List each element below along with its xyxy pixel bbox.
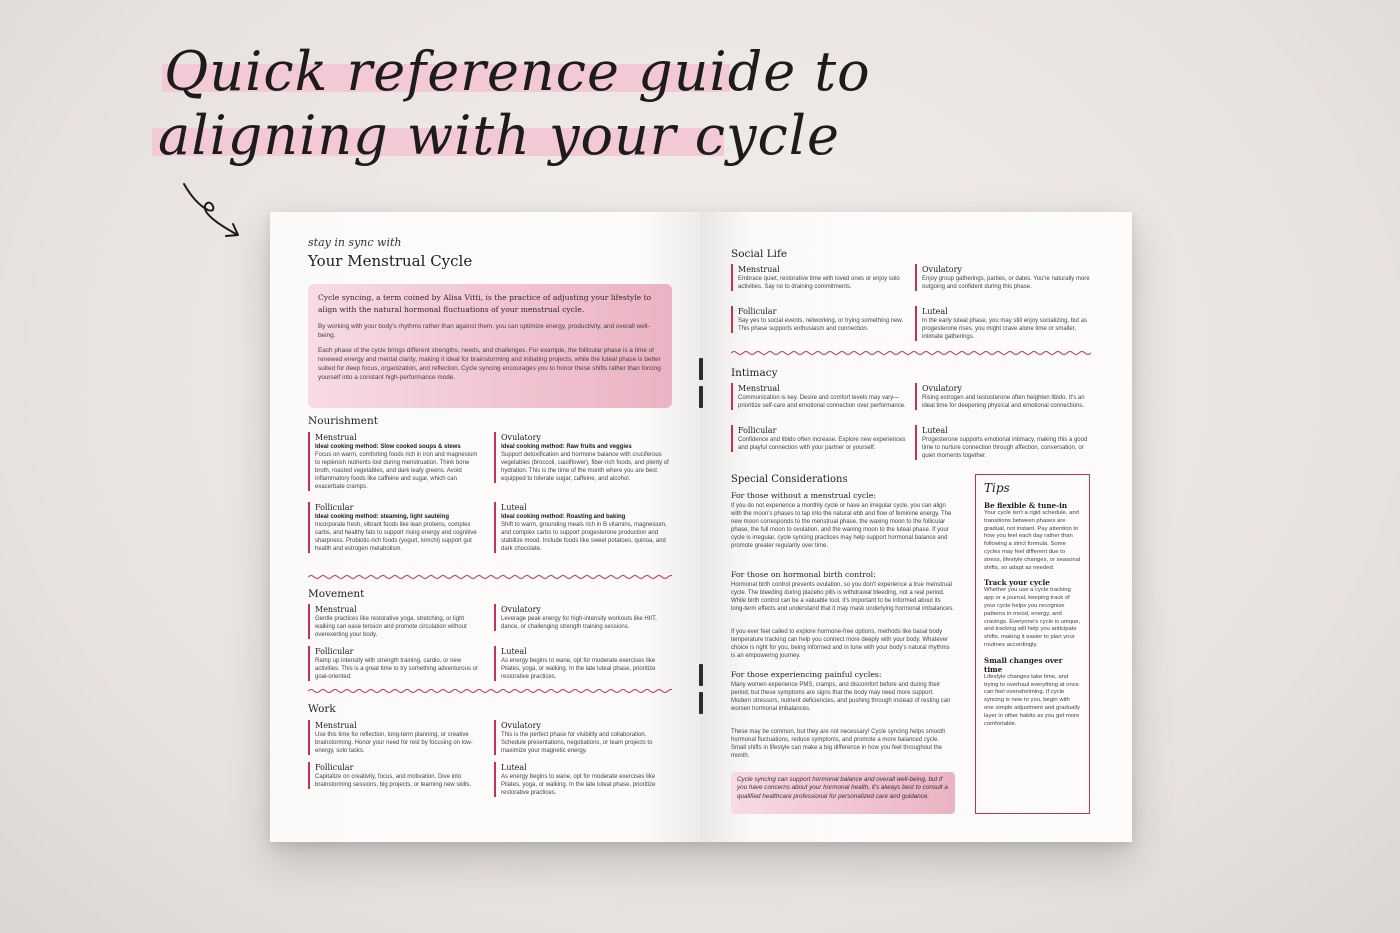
page-title: Your Menstrual Cycle: [308, 252, 473, 270]
special-sub-3: For those experiencing painful cycles:: [731, 670, 882, 679]
wavy-divider: [308, 574, 672, 580]
script-label: stay in sync with: [308, 236, 402, 249]
movement-luteal: [494, 646, 670, 681]
phase-label: Menstrual: [738, 384, 780, 393]
phase-label: Follicular: [315, 763, 354, 772]
social-follicular: [731, 306, 907, 333]
phase-text: In the early luteal phase, you may still enjoy socializing, but as progesterone rises, you might crave alone time or smaller, intimate gatherings.: [922, 318, 1088, 340]
phase-label: Follicular: [315, 647, 354, 656]
booklet: [270, 212, 1132, 842]
left-page: [270, 212, 701, 842]
intimacy-follicular: [731, 425, 907, 452]
staple-top: [699, 358, 703, 380]
staple-bottom: [699, 664, 703, 686]
intimacy-heading: Intimacy: [731, 367, 778, 379]
intro-paragraph-1: By working with your body's rhythms rather than against them, you can optimize energy, productivity, and overall well-being.: [318, 323, 650, 339]
work-menstrual: [308, 720, 484, 755]
phase-text: Communication is key. Desire and comfort levels may vary—prioritize self-care and emotional connection over performance.: [738, 395, 906, 409]
special-sub-2: For those on hormonal birth control:: [731, 570, 876, 579]
staple-top-2: [699, 386, 703, 408]
phase-text: Support detoxification and hormone balance with cruciferous vegetables (broccoli, cauliflower), fiber-rich foods, and plenty of hydration. This is the time of the month where you are best equipped to tolerate sugar, caffeine, and alcohol.: [501, 452, 669, 482]
tips-title: Tips: [984, 481, 1010, 495]
tip-text-2: Whether you use a cycle tracking app or a journal, keeping track of your cycle helps you recognize patterns in mood, energy, and cravings. Everyone's cycle is unique, and tracking will help you anticipate shifts, making it easier to plan your routines accordingly.: [984, 587, 1081, 648]
work-follicular: [308, 762, 484, 789]
tip-heading-1: Be flexible & tune-in: [984, 501, 1068, 510]
work-luteal: [494, 762, 670, 797]
phase-label: Menstrual: [738, 265, 780, 274]
movement-menstrual: [308, 604, 484, 639]
phase-text: Ramp up intensity with strength training, cardio, or new activities. This is a great time to try something adventurous or goal-oriented.: [315, 658, 478, 680]
intimacy-ovulatory: [915, 383, 1091, 410]
phase-label: Ovulatory: [922, 384, 962, 393]
special-paragraph-5: These may be common, but they are not necessary! Cycle syncing helps smooth hormonal fluctuations, reduce symptoms, and promote a more balanced cycle. Small shifts in lifestyle can make a big difference in how you feel throughout the month.: [731, 729, 946, 759]
social-luteal: [915, 306, 1091, 341]
phase-text: Say yes to social events, networking, or trying something new. This phase supports enthusiasm and connection.: [738, 318, 904, 332]
phase-label: Luteal: [922, 307, 948, 316]
cooking-method: Ideal cooking method: Slow cooked soups & stews: [315, 444, 461, 450]
headline-line-2: aligning with your cycle: [158, 104, 840, 167]
intro-lead: Cycle syncing, a term coined by Alisa Vitti, is the practice of adjusting your lifestyle to align with the natural hormonal fluctuations of your menstrual cycle.: [318, 293, 652, 314]
nourishment-luteal: [494, 502, 670, 553]
right-page: [701, 212, 1132, 842]
cooking-method: Ideal cooking method: Raw fruits and veggies: [501, 444, 632, 450]
phase-label: Ovulatory: [501, 605, 541, 614]
tip-heading-2: Track your cycle: [984, 578, 1050, 588]
cooking-method: Ideal cooking method: Roasting and baking: [501, 514, 626, 520]
phase-text: Progesterone supports emotional intimacy, making this a good time to nurture connection through affection, conversation, or quiet moments together.: [922, 437, 1088, 459]
phase-label: Follicular: [738, 426, 777, 435]
phase-text: Use this time for reflection, long-term planning, or creative brainstorming. Honor your need for rest by focusing on low-energy, solo tasks.: [315, 732, 473, 754]
special-paragraph-1: If you do not experience a monthly cycle or have an irregular cycle, you can align with the moon's phases to tap into the natural ebb and flow of feminine energy. The new moon corresponds to the menstrual phase, the waxing moon to the follicular phase, the full moon to ovulation, and the waning moon to the luteal phase. If your cycle is irregular, cycle syncing practices may help support hormonal balance and promote greater regularity over time.: [731, 503, 952, 549]
special-heading: Special Considerations: [731, 474, 848, 485]
phase-label: Menstrual: [315, 721, 357, 730]
special-sub-1: For those without a menstrual cycle:: [731, 491, 877, 500]
phase-text: Rising estrogen and testosterone often heighten libido. It's an ideal time for deepening physical and emotional connections.: [922, 395, 1085, 409]
intimacy-luteal: [915, 425, 1091, 460]
work-heading: Work: [308, 703, 336, 715]
special-paragraph-4: Many women experience PMS, cramps, and discomfort before and during their period, but these symptoms are signs that the body may need more support. Modern stressors, nutrient deficiencies, and pushing through instead of resting can worsen hormonal imbalances.: [731, 682, 951, 712]
phase-label: Menstrual: [315, 605, 357, 614]
phase-text: Focus on warm, comforting foods rich in iron and magnesium to replenish nutrients lost during menstruation. Think bone broth, roasted vegetables, and dark leafy greens. Avoid inflammatory foods like caffeine and sugar, which can exacerbate cramps.: [315, 452, 478, 490]
nourishment-menstrual: [308, 432, 484, 491]
special-paragraph-2: Hormonal birth control prevents ovulation, so you don't experience a true menstrual cycle. The bleeding during placebo pills is withdrawal bleeding, not a real period. While birth control can be a valuable tool, it's important to be informed about its long-term effects and understand that it may mask underlying hormonal imbalances.: [731, 582, 955, 612]
phase-label: Ovulatory: [501, 433, 541, 442]
wavy-divider: [731, 350, 1091, 356]
phase-label: Ovulatory: [922, 265, 962, 274]
phase-text: As energy begins to wane, opt for moderate exercises like Pilates, yoga, or walking. In the late luteal phase, prioritize restorative practices.: [501, 774, 656, 796]
intro-paragraph-2: Each phase of the cycle brings different strengths, needs, and challenges. For example, the follicular phase is a time of renewed energy and mental clarity, making it ideal for brainstorming and initiating projects, while the luteal phase is better suited for deep focus, organization, and reflection. Cycle syncing encourages you to honor these shifts rather than forcing yourself into a constant high-performance mode.: [318, 347, 661, 381]
tip-text-1: Your cycle isn't a rigid schedule, and transitions between phases are gradual, not instant. Pay attention to how you feel each day rather than following a strict formula. Some cycles may feel different due to stress, lifestyle changes, or seasonal shifts, so adapt as needed.: [984, 510, 1081, 571]
phase-text: Embrace quiet, restorative time with loved ones or enjoy solo activities. Say no to draining commitments.: [738, 276, 900, 290]
tip-heading-3: Small changes over time: [984, 655, 1063, 674]
phase-text: Enjoy group gatherings, parties, or dates. You're naturally more outgoing and confident during this phase.: [922, 276, 1090, 290]
phase-text: This is the perfect phase for visibility and collaboration. Schedule presentations, negotiations, or team projects to maximize your magnetic energy.: [501, 732, 653, 754]
phase-text: As energy begins to wane, opt for moderate exercises like Pilates, yoga, or walking. In the late luteal phase, prioritize restorative practices.: [501, 658, 656, 680]
movement-follicular: [308, 646, 484, 681]
phase-text: Leverage peak energy for high-intensity workouts like HIIT, dance, or challenging strength training sessions.: [501, 616, 657, 630]
phase-label: Ovulatory: [501, 721, 541, 730]
phase-label: Luteal: [501, 763, 527, 772]
social-menstrual: [731, 264, 907, 291]
special-paragraph-3: If you ever feel called to explore hormone-free options, methods like basal body temperature tracking can help you connect more deeply with your body. Whatever choice is right for you, being informed and in tune with your body's natural rhythms is an empowering journey.: [731, 629, 950, 659]
phase-text: Gentle practices like restorative yoga, stretching, or light walking can ease tension and promote circulation without overexerting your body.: [315, 616, 467, 638]
phase-text: Capitalize on creativity, focus, and motivation. Dive into brainstorming sessions, big projects, or learning new skills.: [315, 774, 472, 788]
intimacy-menstrual: [731, 383, 907, 410]
social-ovulatory: [915, 264, 1091, 291]
phase-label: Luteal: [501, 647, 527, 656]
nourishment-heading: Nourishment: [308, 415, 378, 427]
headline-line-1: Quick reference guide to: [164, 40, 871, 103]
phase-label: Luteal: [922, 426, 948, 435]
work-ovulatory: [494, 720, 670, 755]
phase-text: Confidence and libido often increase. Explore new experiences and playful connection with your partner or yourself.: [738, 437, 906, 451]
staple-bottom-2: [699, 692, 703, 714]
disclaimer-note: Cycle syncing can support hormonal balance and overall well-being, but if you have concerns about your hormonal health, it's always best to consult a qualified healthcare professional for personalized care and guidance.: [731, 772, 955, 814]
phase-label: Menstrual: [315, 433, 357, 442]
movement-ovulatory: [494, 604, 670, 631]
movement-heading: Movement: [308, 588, 365, 600]
phase-label: Luteal: [501, 503, 527, 512]
curly-arrow-icon: [178, 180, 244, 244]
phase-text: Shift to warm, grounding meals rich in B vitamins, magnesium, and complex carbs to support progesterone production and stabilize mood. Include foods like sweet potatoes, quinoa, and dark chocolate.: [501, 522, 667, 552]
social-heading: Social Life: [731, 248, 788, 260]
wavy-divider: [308, 688, 672, 694]
phase-text: Incorporate fresh, vibrant foods like lean proteins, complex carbs, and healthy fats to support rising energy and cognitive sharpness. Probiotic-rich foods (yogurt, kimchi) support gut health and estrogen metabolism.: [315, 522, 477, 552]
tip-text-3: Lifestyle changes take time, and trying to overhaul everything at once can feel overwhelming. If cycle syncing is new to you, begin with one simple adjustment and gradually layer in other habits as you get more comfortable.: [984, 673, 1080, 727]
nourishment-follicular: [308, 502, 484, 553]
cooking-method: Ideal cooking method: steaming, light sautéing: [315, 514, 450, 520]
intro-box: [308, 284, 672, 408]
tips-box: [975, 474, 1090, 814]
phase-label: Follicular: [738, 307, 777, 316]
nourishment-ovulatory: [494, 432, 670, 483]
phase-label: Follicular: [315, 503, 354, 512]
